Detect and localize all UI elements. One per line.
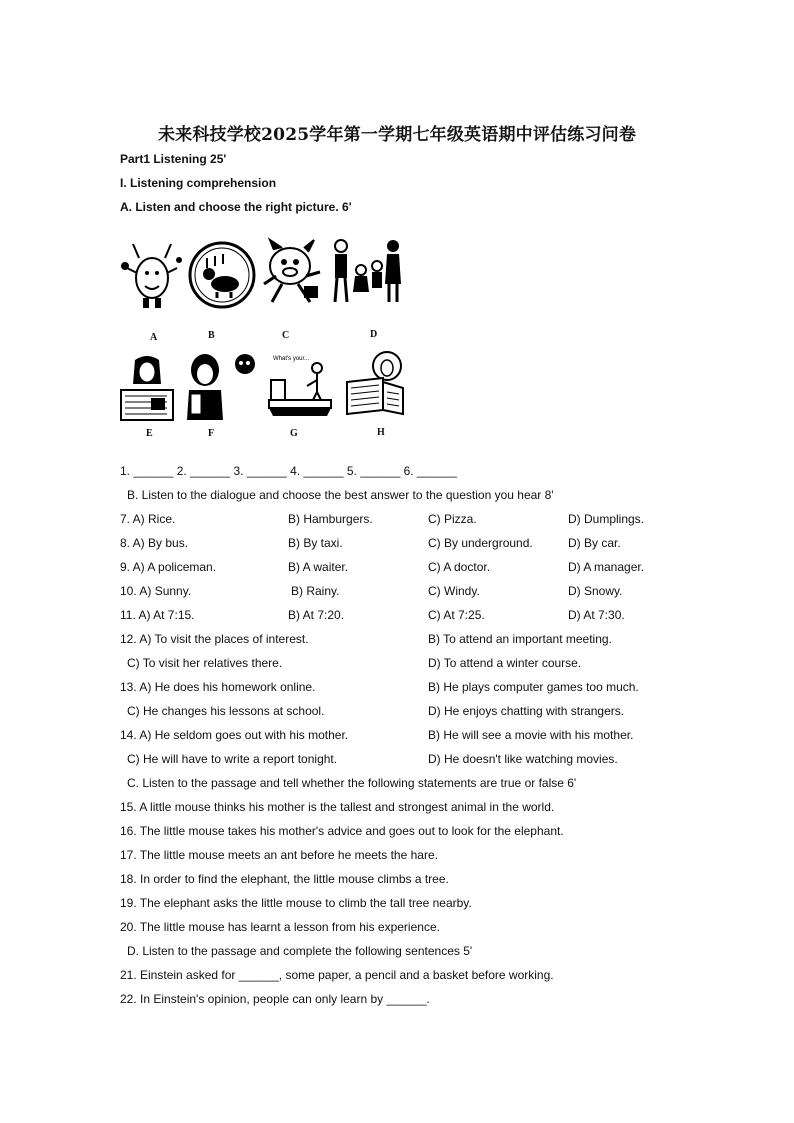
tf-statement: 20. The little mouse has learnt a lesson from his experience. (120, 920, 440, 934)
option-a: 11. A) At 7:15. (120, 608, 195, 622)
option-b: B) A waiter. (288, 560, 349, 574)
option-a: 13. A) He does his homework online. (120, 680, 316, 694)
running-pig-icon (260, 236, 328, 312)
option-b: B) By taxi. (288, 536, 343, 550)
option-c: C) A doctor. (428, 560, 491, 574)
tf-statement: 18. In order to find the elephant, the little mouse climbs a tree. (120, 872, 449, 886)
boy-reading-icon (343, 348, 409, 424)
option-c: C) To visit her relatives there. (127, 656, 283, 670)
option-d: D) He doesn't like watching movies. (428, 752, 618, 766)
family-icon (327, 236, 407, 312)
woman-reading-icon (117, 354, 177, 424)
option-a: 10. A) Sunny. (120, 584, 192, 598)
option-a: 7. A) Rice. (120, 512, 176, 526)
option-c: C) Windy. (428, 584, 480, 598)
option-b: B) He plays computer games too much. (428, 680, 639, 694)
picture-label-h: H (377, 427, 385, 438)
option-d: D) At 7:30. (568, 608, 625, 622)
option-b: B) At 7:20. (288, 608, 345, 622)
fill-sentence: 21. Einstein asked for ______, some paper, a pencil and a basket before working. (120, 968, 554, 982)
option-c: C) By underground. (428, 536, 533, 550)
tf-statement: 16. The little mouse takes his mother's advice and goes out to look for the elephant. (120, 824, 564, 838)
picture-label-d: D (370, 329, 378, 340)
option-d: D) Snowy. (568, 584, 623, 598)
tf-statement: 15. A little mouse thinks his mother is the tallest and strongest animal in the world. (120, 800, 555, 814)
option-c: C) Pizza. (428, 512, 477, 526)
option-b: B) To attend an important meeting. (428, 632, 612, 646)
option-d: D) To attend a winter course. (428, 656, 582, 670)
option-a: 12. A) To visit the places of interest. (120, 632, 309, 646)
tf-statement: 17. The little mouse meets an ant before he meets the hare. (120, 848, 438, 862)
option-d: D) By car. (568, 536, 621, 550)
fill-sentence: 22. In Einstein's opinion, people can only learn by ______. (120, 992, 430, 1006)
picture-label-a: A (150, 332, 158, 343)
tf-statement: 19. The elephant asks the little mouse to climb the tall tree nearby. (120, 896, 472, 910)
option-b: B) Hamburgers. (288, 512, 373, 526)
treadmill-icon (267, 350, 337, 422)
treadmill-sign-text: What's your... (273, 356, 310, 362)
section-a-heading: A. Listen and choose the right picture. 6' (120, 200, 352, 214)
option-c: C) He changes his lessons at school. (127, 704, 325, 718)
option-c: C) At 7:25. (428, 608, 485, 622)
option-b: B) He will see a movie with his mother. (428, 728, 634, 742)
option-d: D) He enjoys chatting with strangers. (428, 704, 625, 718)
option-a: 14. A) He seldom goes out with his mother. (120, 728, 349, 742)
man-portrait-icon (185, 350, 265, 422)
picture-label-g: G (290, 428, 298, 439)
section-c-heading: C. Listen to the passage and tell whether the following statements are true or false 6' (127, 776, 577, 790)
picture-label-e: E (146, 428, 153, 439)
goat-coin-icon (187, 240, 257, 310)
picture-label-f: F (208, 428, 215, 439)
picture-label-b: B (208, 330, 215, 341)
part1-heading: Part1 Listening 25' (120, 152, 227, 166)
option-a: 9. A) A policeman. (120, 560, 217, 574)
option-c: C) He will have to write a report tonight. (127, 752, 338, 766)
option-d: D) Dumplings. (568, 512, 645, 526)
section-b-heading: B. Listen to the dialogue and choose the best answer to the question you hear 8' (127, 488, 554, 502)
section-d-heading: D. Listen to the passage and complete the following sentences 5' (127, 944, 473, 958)
exam-title: 未来科技学校2025学年第一学期七年级英语期中评估练习问卷 (157, 125, 637, 145)
picture-label-c: C (282, 330, 290, 341)
answer-blanks: 1. ______ 2. ______ 3. ______ 4. ______ 5. ______ 6. ______ (120, 464, 457, 478)
option-d: D) A manager. (568, 560, 645, 574)
goat-cartoon-icon (117, 238, 187, 313)
option-a: 8. A) By bus. (120, 536, 189, 550)
option-b: B) Rainy. (291, 584, 340, 598)
section-i-heading: I. Listening comprehension (120, 176, 277, 190)
picture-grid (115, 232, 415, 442)
